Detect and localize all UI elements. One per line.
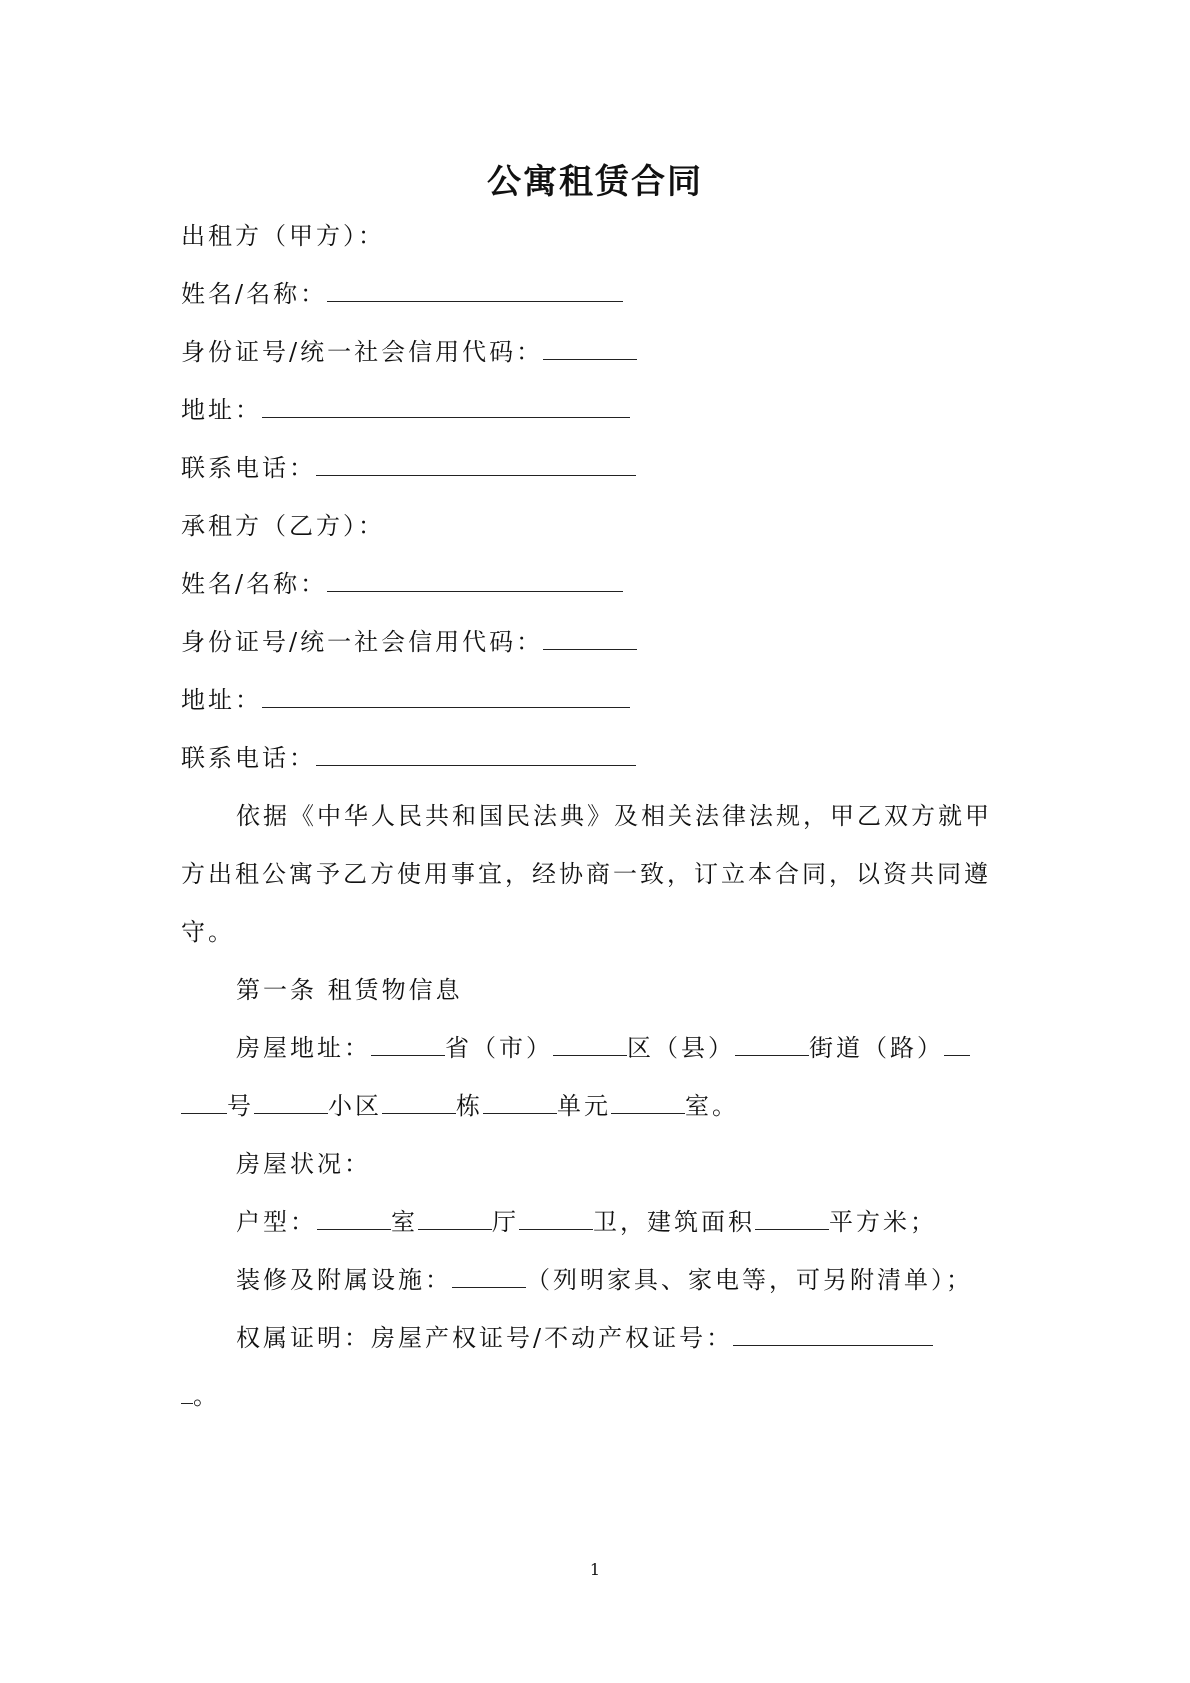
lessee-heading: 承租方（乙方）： bbox=[181, 512, 385, 540]
ownership-line-end bbox=[181, 1380, 220, 1412]
number-blank-end bbox=[181, 1091, 227, 1114]
ownership-label: 权属证明：房屋产权证号/不动产权证号： bbox=[236, 1324, 734, 1352]
layout-line bbox=[236, 1206, 937, 1238]
number-label: 号 bbox=[227, 1092, 254, 1120]
halls-blank bbox=[418, 1207, 492, 1230]
unit-label: 单元 bbox=[557, 1092, 611, 1120]
facilities-label: 装修及附属设施： bbox=[236, 1266, 452, 1294]
area-unit-label: 平方米； bbox=[829, 1208, 937, 1236]
house-address-label: 房屋地址： bbox=[236, 1034, 371, 1062]
lessor-heading: 出租方（甲方）： bbox=[181, 222, 385, 250]
preamble-line-3: 守。 bbox=[181, 918, 235, 946]
province-blank bbox=[371, 1033, 445, 1056]
facilities-note: （列明家具、家电等，可另附清单）； bbox=[526, 1266, 973, 1294]
preamble-line-1: 依据《中华人民共和国民法典》及相关法律法规，甲乙双方就甲 bbox=[236, 802, 992, 830]
lessor-address-label: 地址： bbox=[181, 396, 262, 424]
building-label: 栋 bbox=[456, 1092, 483, 1120]
community-blank bbox=[254, 1091, 328, 1114]
document-title: 公寓租赁合同 bbox=[487, 162, 703, 202]
lessee-id-line bbox=[181, 626, 637, 658]
lessee-id-label: 身份证号/统一社会信用代码： bbox=[181, 628, 544, 656]
lessee-name-line bbox=[181, 568, 623, 600]
lessee-address-line bbox=[181, 684, 630, 716]
halls-label: 厅 bbox=[492, 1208, 519, 1236]
lessor-phone-line bbox=[181, 452, 636, 484]
lessor-name-label: 姓名/名称： bbox=[181, 280, 328, 308]
community-label: 小区 bbox=[328, 1092, 382, 1120]
layout-label: 户型： bbox=[236, 1208, 317, 1236]
house-condition-label: 房屋状况： bbox=[236, 1150, 371, 1178]
lessee-address-blank bbox=[262, 685, 630, 708]
number-blank-start bbox=[944, 1033, 970, 1056]
ownership-line bbox=[236, 1322, 933, 1354]
lessee-phone-label: 联系电话： bbox=[181, 744, 316, 772]
room-blank bbox=[611, 1091, 685, 1114]
facilities-line bbox=[236, 1264, 973, 1296]
rooms-blank bbox=[317, 1207, 391, 1230]
article1-heading: 第一条 租赁物信息 bbox=[236, 976, 463, 1004]
street-blank bbox=[735, 1033, 809, 1056]
facilities-blank bbox=[452, 1265, 526, 1288]
province-label: 省（市） bbox=[445, 1034, 553, 1062]
street-label: 街道（路） bbox=[809, 1034, 944, 1062]
lessor-name-line bbox=[181, 278, 623, 310]
lessee-name-blank bbox=[327, 569, 623, 592]
house-address-line-2 bbox=[181, 1090, 739, 1122]
lessee-address-label: 地址： bbox=[181, 686, 262, 714]
lessee-phone-blank bbox=[316, 743, 636, 766]
ownership-blank-end bbox=[181, 1381, 193, 1404]
ownership-blank bbox=[733, 1323, 933, 1346]
building-blank bbox=[382, 1091, 456, 1114]
lessor-name-blank bbox=[327, 279, 623, 302]
page-number: 1 bbox=[589, 1560, 601, 1579]
unit-blank bbox=[483, 1091, 557, 1114]
preamble-line-2: 方出租公寓予乙方使用事宜，经协商一致，订立本合同，以资共同遵 bbox=[181, 860, 991, 888]
lessor-id-blank bbox=[543, 337, 637, 360]
house-address-line-1 bbox=[236, 1032, 970, 1064]
area-blank bbox=[755, 1207, 829, 1230]
baths-blank bbox=[519, 1207, 593, 1230]
lessor-phone-blank bbox=[316, 453, 636, 476]
lessor-phone-label: 联系电话： bbox=[181, 454, 316, 482]
lessee-phone-line bbox=[181, 742, 636, 774]
lessor-address-line bbox=[181, 394, 630, 426]
lessor-address-blank bbox=[262, 395, 630, 418]
lessee-id-blank bbox=[543, 627, 637, 650]
room-label: 室。 bbox=[685, 1092, 739, 1120]
lessee-name-label: 姓名/名称： bbox=[181, 570, 328, 598]
lessor-id-line bbox=[181, 336, 637, 368]
district-label: 区（县） bbox=[627, 1034, 735, 1062]
ownership-end: 。 bbox=[193, 1382, 220, 1410]
baths-label: 卫，建筑面积 bbox=[593, 1208, 755, 1236]
district-blank bbox=[553, 1033, 627, 1056]
lessor-id-label: 身份证号/统一社会信用代码： bbox=[181, 338, 544, 366]
rooms-label: 室 bbox=[391, 1208, 418, 1236]
